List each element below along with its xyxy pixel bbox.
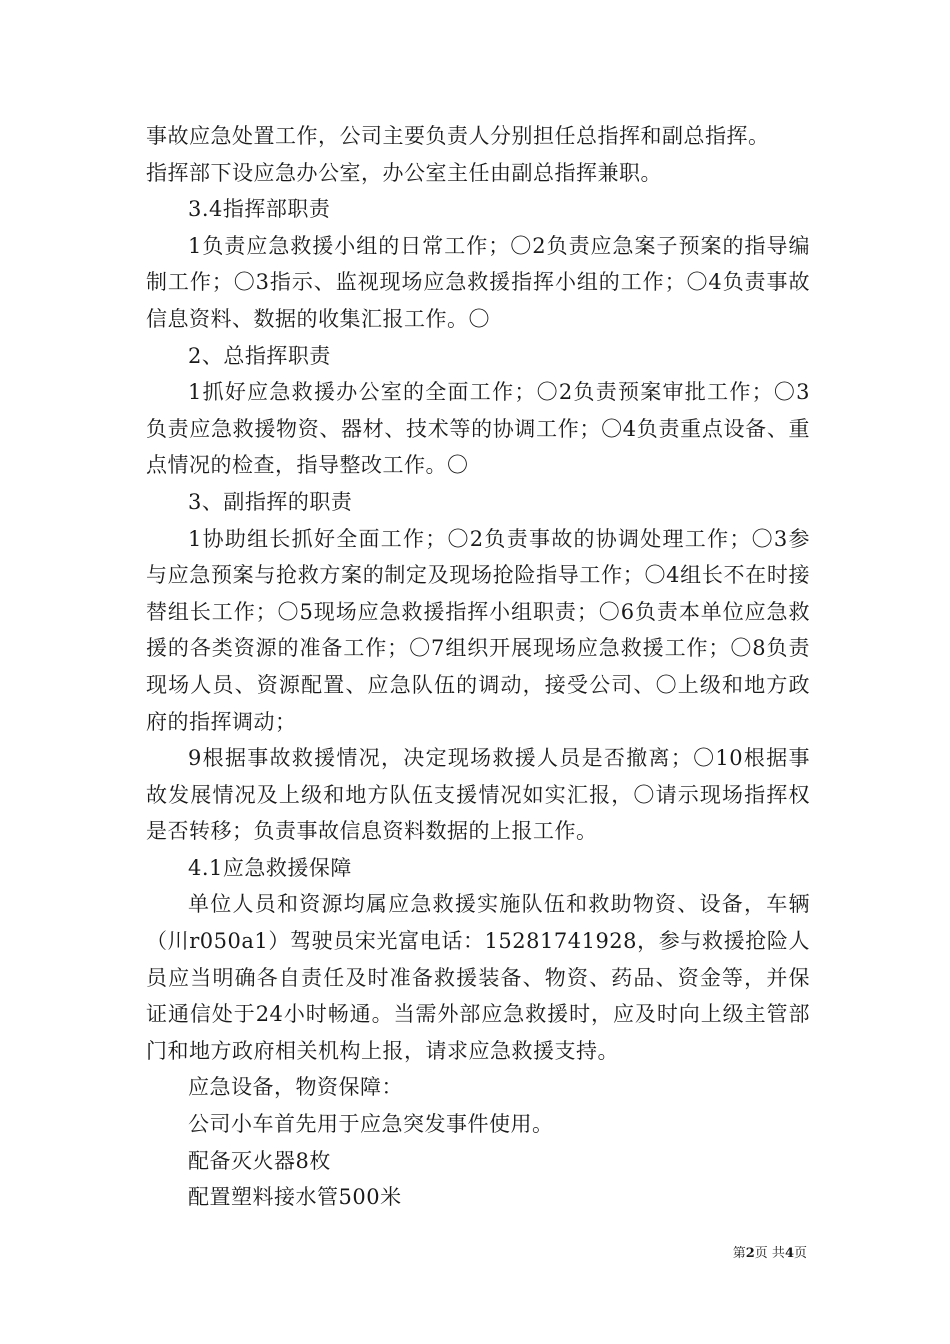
footer-prefix: 第: [732, 1246, 746, 1261]
paragraph: 应急设备，物资保障：: [188, 1075, 403, 1100]
paragraph: 配置塑料接水管500米: [188, 1185, 402, 1210]
section-heading: 3.4指挥部职责: [188, 197, 331, 222]
section-heading: 4.1应急救援保障: [188, 855, 352, 880]
footer-suffix: 页: [793, 1246, 807, 1261]
paragraph: 公司小车首先用于应急突发事件使用。: [188, 1112, 554, 1137]
paragraph: 单位人员和资源均属应急救援实施队伍和救助物资、设备，车辆（川r050a1）驾驶员宋光富电话：15281741928，参与救援抢险人员应当明确各自责任及时准备救援装备、物资、药品、资金等，并保证通信处于24小时畅通。当需外部应急救援时，应及时向上级主管部门和地方政府相关机构上报，请求应急救援支持。: [146, 892, 810, 1063]
paragraph: 9根据事故救援情况，决定现场救援人员是否撤离；〇10根据事故发展情况及上级和地方队伍支援情况如实汇报，〇请示现场指挥权是否转移；负责事故信息资料数据的上报工作。: [146, 746, 810, 844]
footer-middle: 页 共: [754, 1246, 785, 1261]
paragraph: 1协助组长抓好全面工作；〇2负责事故的协调处理工作；〇3参与应急预案与抢救方案的制定及现场抢险指导工作；〇4组长不在时接替组长工作；〇5现场应急救援指挥小组职责；〇6负责本单位应急救援的各类资源的准备工作；〇7组织开展现场应急救援工作；〇8负责现场人员、资源配置、应急队伍的调动，接受公司、〇上级和地方政府的指挥调动；: [146, 526, 810, 734]
paragraph: 指挥部下设应急办公室，办公室主任由副总指挥兼职。: [146, 160, 662, 185]
paragraph: 1抓好应急救援办公室的全面工作；〇2负责预案审批工作；〇3负责应急救援物资、器材、技术等的协调工作；〇4负责重点设备、重点情况的检查，指导整改工作。〇: [146, 380, 810, 478]
page-number-footer: [733, 1245, 807, 1263]
document-body: [146, 118, 810, 1216]
paragraph: 事故应急处置工作，公司主要负责人分别担任总指挥和副总指挥。: [146, 124, 770, 148]
current-page-number: 2: [745, 1246, 755, 1261]
section-heading: 2、总指挥职责: [188, 343, 331, 368]
section-heading: 3、副指挥的职责: [188, 489, 353, 514]
total-page-number: 4: [784, 1246, 794, 1261]
paragraph: 1负责应急救援小组的日常工作；〇2负责应急案子预案的指导编制工作；〇3指示、监视现场应急救援指挥小组的工作；〇4负责事故信息资料、数据的收集汇报工作。〇: [146, 233, 810, 331]
paragraph: 配备灭火器8枚: [188, 1148, 331, 1173]
